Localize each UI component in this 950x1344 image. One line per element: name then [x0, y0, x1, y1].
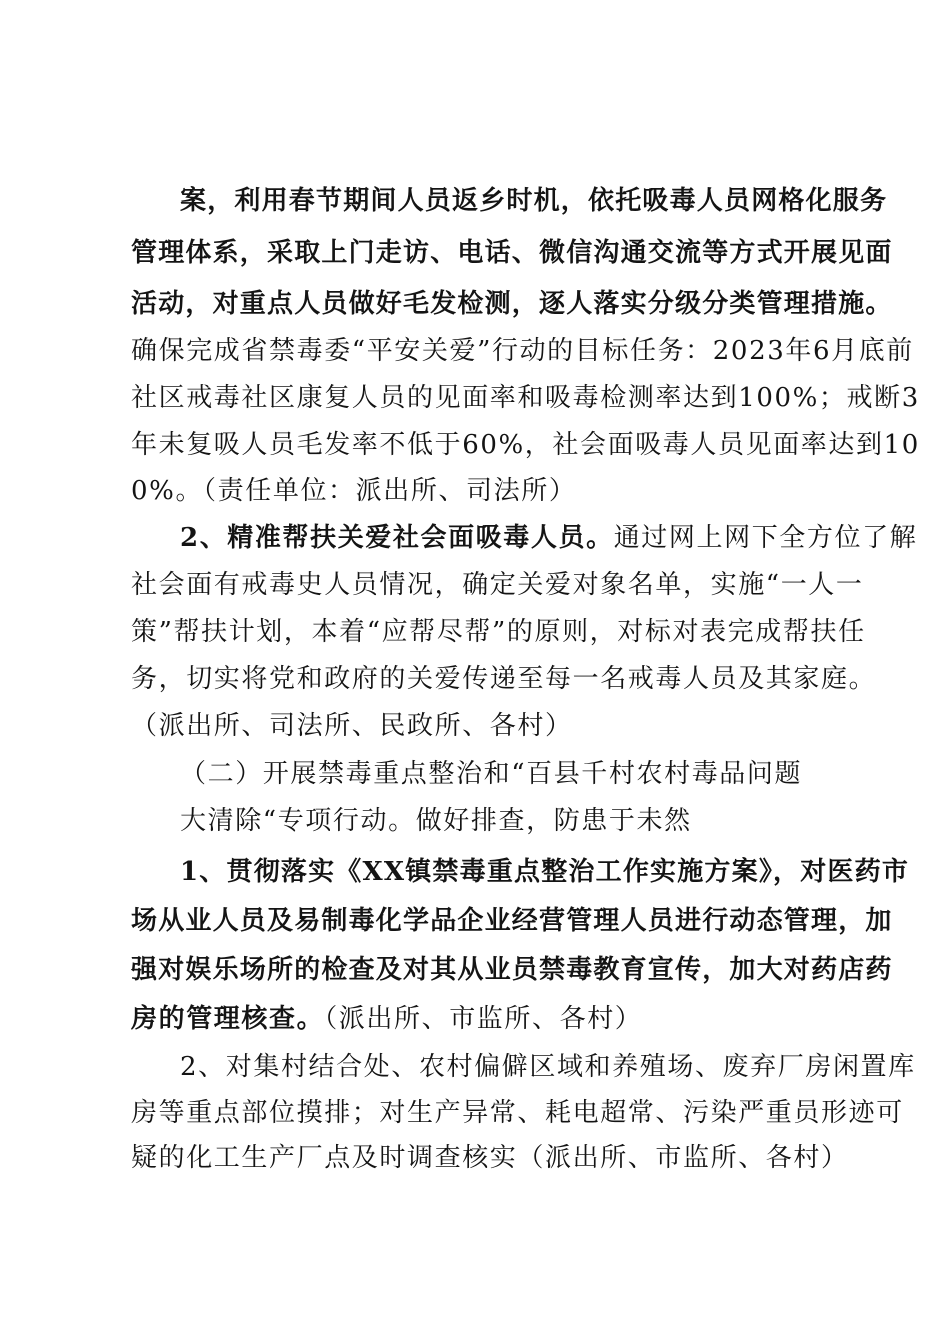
paragraph-line: 确保完成省禁毒委“平安关爱”行动的目标任务：2023年6月底前: [131, 336, 914, 366]
paragraph-line: 案，利用春节期间人员返乡时机，依托吸毒人员网格化服务: [180, 186, 888, 216]
item-text: 通过网上网下全方位了解: [613, 523, 918, 553]
paragraph-line: 社会面有戒毒史人员情况，确定关爱对象名单，实施“一人一: [131, 570, 864, 600]
paragraph-line: 社区戒毒社区康复人员的见面率和吸毒检测率达到100%；戒断3: [131, 383, 920, 413]
paragraph-line: 活动，对重点人员做好毛发检测，逐人落实分级分类管理措施。: [131, 289, 893, 319]
paragraph-line: 务，切实将党和政府的关爱传递至每一名戒毒人员及其家庭。: [131, 664, 877, 694]
paragraph-line: 管理体系，采取上门走访、电话、微信沟通交流等方式开展见面: [131, 238, 893, 268]
paragraph-line: 疑的化工生产厂点及时调查核实（派出所、市监所、各村）: [131, 1143, 849, 1173]
paragraph-line: 强对娱乐场所的检查及对其从业员禁毒教育宣传，加大对药店药: [131, 955, 893, 985]
paragraph-line: [131, 1002, 861, 1036]
paragraph-line: [180, 521, 918, 555]
paragraph-line: 1、贯彻落实《XX镇禁毒重点整治工作实施方案》，对医药市: [180, 857, 910, 887]
section-heading: 大清除“专项行动。做好排查，防患于未然: [180, 806, 692, 836]
section-heading: （二）开展禁毒重点整治和“百县千村农村毒品问题: [180, 759, 803, 789]
item-heading: 房的管理核查。: [131, 1004, 325, 1034]
item-heading: 2、精准帮扶关爱社会面吸毒人员。: [180, 523, 614, 553]
item-text: （派出所、市监所、各村）: [324, 1004, 643, 1034]
paragraph-line: 场从业人员及易制毒化学品企业经营管理人员进行动态管理，加: [131, 906, 893, 936]
paragraph-line: （派出所、司法所、民政所、各村）: [131, 711, 573, 741]
paragraph-line: 0%。（责任单位：派出所、司法所）: [131, 476, 577, 506]
paragraph-line: 房等重点部位摸排；对生产异常、耗电超常、污染严重员形迹可: [131, 1098, 904, 1128]
paragraph-line: 年未复吸人员毛发率不低于60%，社会面吸毒人员见面率达到10: [131, 430, 920, 460]
paragraph-line: 2、对集村结合处、农村偏僻区域和养殖场、废弃厂房闲置库: [180, 1052, 916, 1082]
paragraph-line: 策”帮扶计划，本着“应帮尽帮”的原则，对标对表完成帮扶任: [131, 617, 866, 647]
